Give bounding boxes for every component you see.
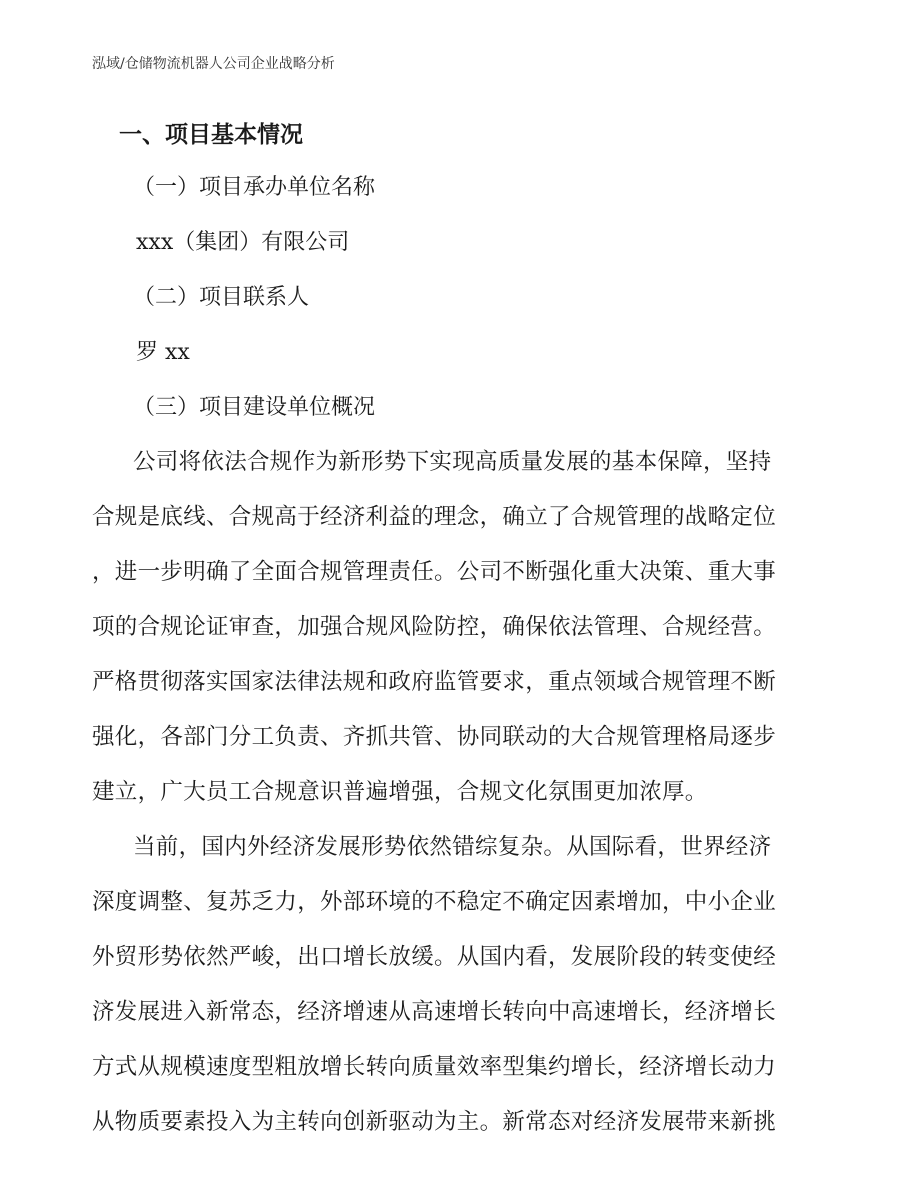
subsection-heading-2: （二）项目联系人: [133, 285, 310, 310]
paragraph-line: 济发展进入新常态，经济增速从高速增长转向中高速增长，经济增长: [92, 999, 777, 1025]
section-heading: 一、项目基本情况: [119, 121, 303, 148]
contact-person: 罗 xx: [136, 340, 190, 365]
paragraph-line: 公司将依法合规作为新形势下实现高质量发展的基本保障，坚持: [133, 449, 772, 475]
paragraph-line: 强化，各部门分工负责、齐抓共管、协同联动的大合规管理格局逐步: [92, 724, 777, 750]
paragraph-line: 合规是底线、合规高于经济利益的理念，确立了合规管理的战略定位: [92, 504, 777, 530]
running-header: 泓域/仓储物流机器人公司企业战略分析: [92, 56, 335, 72]
subsection-heading-1: （一）项目承办单位名称: [133, 175, 376, 200]
subsection-heading-3: （三）项目建设单位概况: [133, 395, 376, 420]
paragraph-line: 当前，国内外经济发展形势依然错综复杂。从国际看，世界经济: [133, 834, 772, 860]
paragraph-line: 项的合规论证审查，加强合规风险防控，确保依法管理、合规经营。: [92, 614, 777, 640]
paragraph-line: 深度调整、复苏乏力，外部环境的不稳定不确定因素增加，中小企业: [92, 889, 777, 915]
paragraph-line: 建立，广大员工合规意识普遍增强，合规文化氛围更加浓厚。: [92, 779, 708, 805]
paragraph-line: 严格贯彻落实国家法律法规和政府监管要求，重点领域合规管理不断: [92, 669, 777, 695]
paragraph-line: 外贸形势依然严峻，出口增长放缓。从国内看，发展阶段的转变使经: [92, 944, 777, 970]
paragraph-line: 方式从规模速度型粗放增长转向质量效率型集约增长，经济增长动力: [92, 1054, 777, 1080]
paragraph-line: 从物质要素投入为主转向创新驱动为主。新常态对经济发展带来新挑: [92, 1109, 777, 1135]
document-body: [92, 110, 832, 1150]
paragraph-1: [92, 435, 832, 820]
paragraph-2: [92, 820, 832, 1150]
paragraph-line: ，进一步明确了全面合规管理责任。公司不断强化重大决策、重大事: [92, 559, 777, 585]
organizer-name: xxx（集团）有限公司: [136, 230, 350, 255]
